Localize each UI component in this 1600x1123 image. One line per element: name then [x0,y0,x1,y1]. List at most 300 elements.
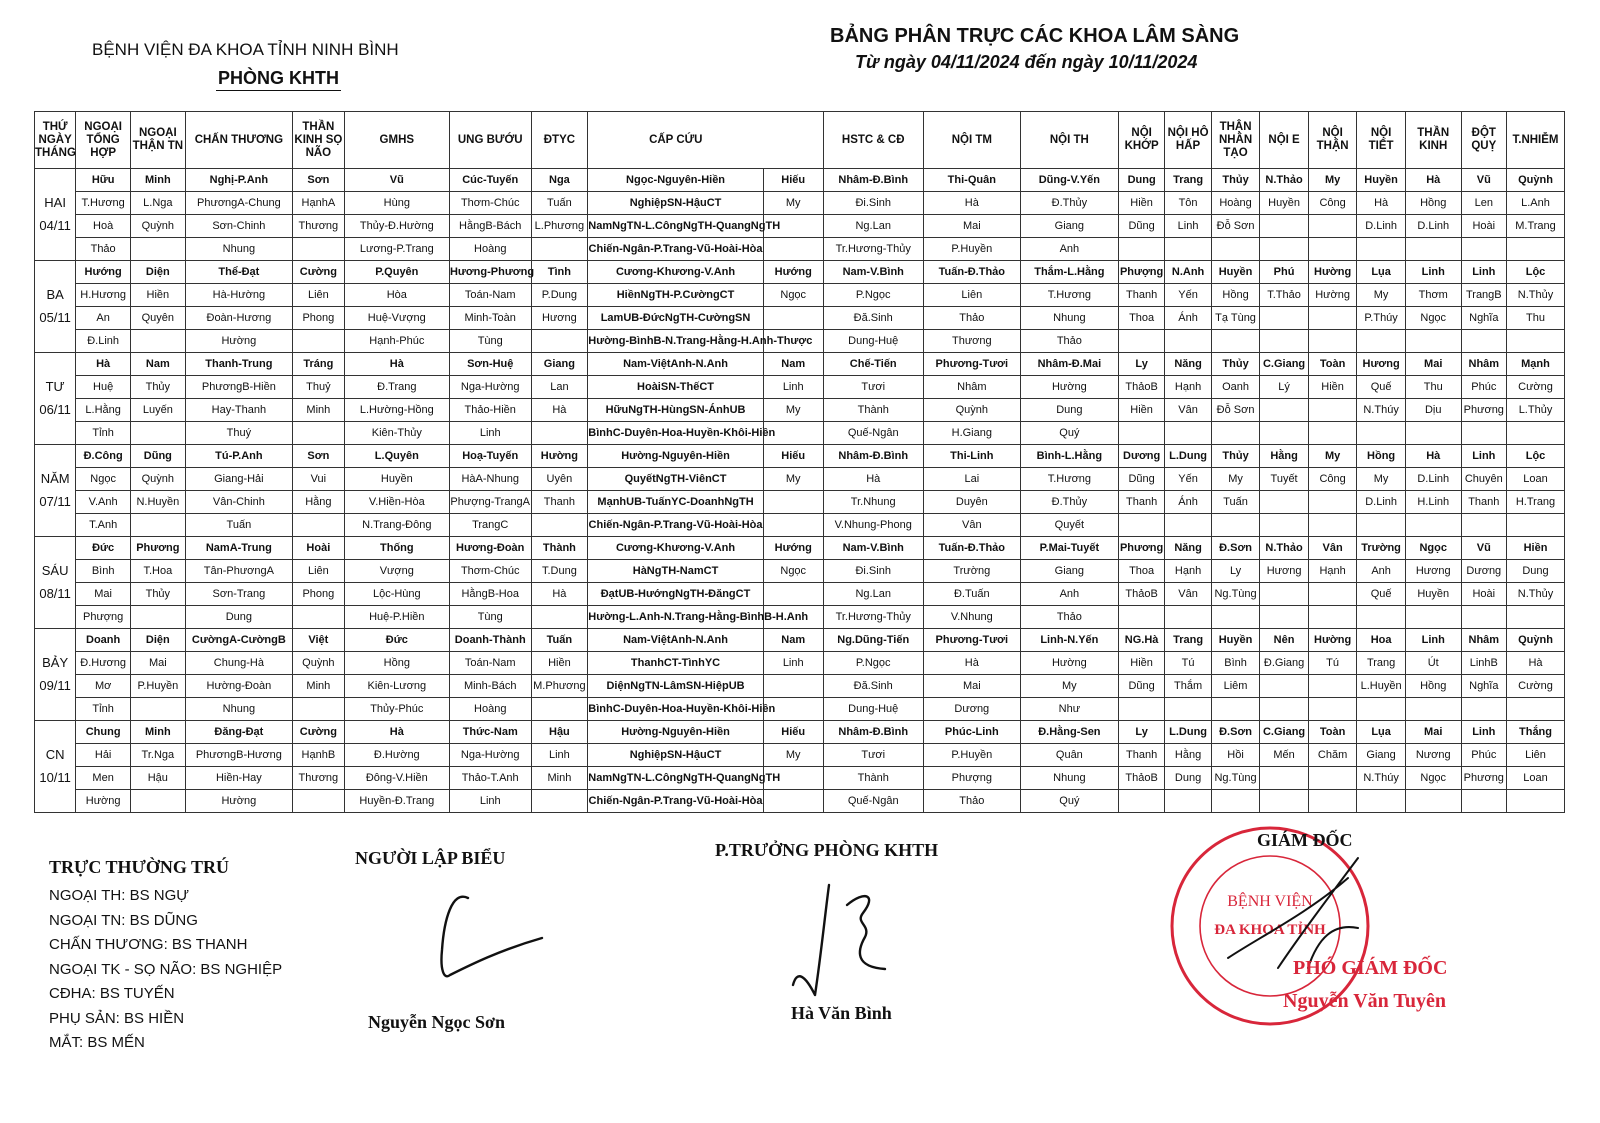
table-cell: HữuNgTH-HùngSN-ÁnhUB [588,399,764,422]
table-cell: Công [1308,468,1357,491]
table-cell: Tr.Nhung [823,491,923,514]
table-cell: Mến [1260,744,1309,767]
day-label: TƯ [35,376,76,399]
table-cell: Toàn [1308,353,1357,376]
resident-duty-list [49,884,282,1056]
table-cell: Hồng [344,652,449,675]
table-cell: Hương [1357,353,1406,376]
table-cell: Huyền [344,468,449,491]
table-cell [1507,790,1565,813]
table-cell: Phong [293,583,345,606]
day-date: 08/11 [35,583,76,606]
table-cell: Ngọc [1405,307,1461,330]
table-cell: Hà [823,468,923,491]
table-cell: Hạnh [1165,560,1211,583]
table-cell [1308,491,1357,514]
table-cell: Chế-Tiến [823,353,923,376]
table-cell: Mai [1405,353,1461,376]
table-cell: Hay-Thanh [185,399,292,422]
table-cell [1118,606,1164,629]
table-cell: Hương [531,307,588,330]
table-cell [293,422,345,445]
table-cell [1260,606,1309,629]
table-cell [1165,790,1211,813]
table-cell: LamUB-ĐứcNgTH-CườngSN [588,307,764,330]
table-cell: Nhung [185,698,292,721]
column-header: THẦN KINH SỌ NÃO [293,112,345,169]
table-cell: Dũng [1118,675,1164,698]
table-cell: Lụa [1357,261,1406,284]
table-cell: Lan [531,376,588,399]
table-cell: Hường [1308,261,1357,284]
table-cell: Lộc-Hùng [344,583,449,606]
table-cell: V.Nhung [923,606,1020,629]
table-cell [130,606,185,629]
table-cell: TrangC [449,514,531,537]
stamp-line-1: BỆNH VIỆN [1227,893,1313,910]
table-row [35,284,1565,307]
table-cell: Đức [76,537,131,560]
column-header: ĐTYC [531,112,588,169]
deputy-head-name: Hà Văn Bình [791,1003,892,1023]
table-cell: Đăng-Đạt [185,721,292,744]
table-cell: Công [1308,192,1357,215]
table-cell: Thơm-Chúc [449,560,531,583]
table-cell [1461,790,1506,813]
table-cell: Hường-L.Anh-N.Trang-Hằng-BìnhB-H.Anh [588,606,764,629]
table-cell: Hạnh [1308,560,1357,583]
table-cell: Nhâm [923,376,1020,399]
resident-duty-item: CĐHA: BS TUYẾN [49,985,175,1002]
table-cell [531,422,588,445]
table-cell: Quỳnh [1507,169,1565,192]
table-cell: H.Trang [1507,491,1565,514]
table-cell [293,790,345,813]
table-cell: Thảo [1020,330,1118,353]
table-cell: Cường [293,721,345,744]
table-cell: Phượng [923,767,1020,790]
table-cell: P.Ngọc [823,652,923,675]
table-cell: Đỗ Sơn [1211,215,1260,238]
table-cell: Nhâm-Đ.Mai [1020,353,1118,376]
table-cell: Nam-ViệtAnh-N.Anh [588,353,764,376]
table-cell: NamNgTN-L.CôngNgTH-QuangNgTH [588,767,764,790]
day-label: BA [35,284,76,307]
day-cell [35,721,76,744]
table-cell: Quỳnh [1507,629,1565,652]
table-row [35,307,1565,330]
table-cell: Đ.Sơn [1211,537,1260,560]
resident-duty-item: NGOẠI TN: BS DŨNG [49,911,198,929]
table-cell: Nhâm-Đ.Bình [823,721,923,744]
table-cell: NamNgTN-L.CôngNgTH-QuangNgTH [588,215,764,238]
day-date: 06/11 [35,399,76,422]
table-cell: Diện [130,629,185,652]
table-cell: Loan [1507,468,1565,491]
table-cell: My [1308,169,1357,192]
table-cell: Minh [293,675,345,698]
day-date: 10/11 [35,767,76,790]
day-date: 05/11 [35,307,76,330]
table-cell: Luyến [130,399,185,422]
table-cell: Thoa [1118,307,1164,330]
table-cell: Hiền [1118,192,1164,215]
table-cell: Ly [1118,721,1164,744]
table-cell [763,307,823,330]
table-cell: Linh-N.Yến [1020,629,1118,652]
table-cell: Bình [1211,652,1260,675]
column-header: NỘI KHỚP [1118,112,1164,169]
table-cell: Thanh [1118,284,1164,307]
deputy-head-signature [785,875,895,1005]
table-cell: L.Hường-Hồng [344,399,449,422]
table-cell: Nương [1405,744,1461,767]
table-cell: My [1357,468,1406,491]
table-cell [1405,790,1461,813]
day-cell [35,238,76,261]
table-cell: Giang [1020,215,1118,238]
table-cell: Cương-Khương-V.Anh [588,537,764,560]
table-cell: Giang [1020,560,1118,583]
table-row [35,445,1565,468]
table-row [35,399,1565,422]
table-cell: Tùng [449,330,531,353]
table-cell: Phương [1461,399,1506,422]
table-cell: Tạ Tùng [1211,307,1260,330]
day-cell [35,330,76,353]
table-cell [531,790,588,813]
vice-director-title: PHÓ GIÁM ĐỐC [1293,957,1448,979]
table-cell: HằngB-Bách [449,215,531,238]
table-cell: Hoài [1461,583,1506,606]
table-cell [1308,583,1357,606]
table-cell [130,330,185,353]
table-cell: Ngọc-Nguyên-Hiền [588,169,764,192]
table-cell: Hà [1405,445,1461,468]
table-cell: HạnhA [293,192,345,215]
table-cell: TrangB [1461,284,1506,307]
table-row [35,192,1565,215]
table-cell: Hiếu [763,721,823,744]
table-cell: Ly [1211,560,1260,583]
table-cell [1260,307,1309,330]
table-cell: Hiền [1308,376,1357,399]
table-cell: Tr.Nga [130,744,185,767]
table-cell: Huệ [76,376,131,399]
table-cell: Hường-Đoàn [185,675,292,698]
table-cell: Hồng [1211,284,1260,307]
table-row [35,376,1565,399]
table-cell: Phương [130,537,185,560]
table-cell: PhươngB-Hương [185,744,292,767]
table-row [35,330,1565,353]
table-cell [1165,238,1211,261]
resident-duty-item: NGOẠI TK - SỌ NÃO: BS NGHIỆP [49,960,283,978]
column-header: HSTC & CĐ [823,112,923,169]
table-cell: Trang [1165,629,1211,652]
table-row [35,560,1565,583]
table-cell: Liên [1507,744,1565,767]
table-cell [1211,606,1260,629]
table-cell [763,790,823,813]
table-cell: Lý [1260,376,1309,399]
table-cell: Cúc-Tuyến [449,169,531,192]
table-cell: Thu [1507,307,1565,330]
table-cell [1405,514,1461,537]
table-cell: Tuấn-Đ.Thảo [923,261,1020,284]
table-cell: C.Giang [1260,353,1309,376]
table-cell: L.Anh [1507,192,1565,215]
table-cell: Út [1405,652,1461,675]
table-cell: Sơn [293,445,345,468]
table-cell: Đ.Hường [344,744,449,767]
table-cell: Oanh [1211,376,1260,399]
table-cell: Phương [1118,537,1164,560]
table-cell: Thủy-Đ.Hường [344,215,449,238]
table-cell [531,606,588,629]
table-cell: Quý [1020,790,1118,813]
table-cell: Len [1461,192,1506,215]
day-cell [35,698,76,721]
table-cell [1211,422,1260,445]
table-cell: HàA-Nhung [449,468,531,491]
resident-duty-title: TRỰC THƯỜNG TRÚ [49,857,230,877]
table-cell: Linh [449,422,531,445]
table-cell [1308,330,1357,353]
table-cell: Vân [1308,537,1357,560]
table-cell: Yến [1165,468,1211,491]
table-cell [1118,330,1164,353]
table-cell: Tuấn-Đ.Thảo [923,537,1020,560]
table-cell [1118,422,1164,445]
table-cell: Quỳnh [130,215,185,238]
table-cell: Hằng [1260,445,1309,468]
table-cell: N.Thủy [1507,284,1565,307]
table-cell: Minh [130,721,185,744]
day-date: 09/11 [35,675,76,698]
table-cell: Hiền [1118,652,1164,675]
table-cell: Trang [1165,169,1211,192]
table-cell [130,238,185,261]
table-cell: Chiến-Ngân-P.Trang-Vũ-Hoài-Hòa [588,238,764,261]
table-cell: Linh [449,790,531,813]
table-cell: NghiệpSN-HậuCT [588,744,764,767]
table-row [35,537,1565,560]
table-cell: Quế [1357,376,1406,399]
table-cell: Hà [531,583,588,606]
preparer-name: Nguyễn Ngọc Sơn [368,1012,505,1032]
table-cell: Lương-P.Trang [344,238,449,261]
table-cell [293,238,345,261]
table-cell: Thành [531,537,588,560]
table-cell: L.Hằng [76,399,131,422]
table-cell: Hường [76,790,131,813]
table-cell [1308,514,1357,537]
table-cell [1308,215,1357,238]
table-cell: Nhâm [1461,353,1506,376]
resident-duty-item: CHẤN THƯƠNG: BS THANH [49,936,248,953]
table-cell: Thảo [76,238,131,261]
table-cell: Thanh [1461,491,1506,514]
department-name: PHÒNG KHTH [216,68,341,91]
table-cell [1461,422,1506,445]
table-cell: Hồng [1405,675,1461,698]
table-cell: Dương [923,698,1020,721]
table-cell [1211,514,1260,537]
table-cell: T.Hương [1020,284,1118,307]
column-header: T.NHIỄM [1507,112,1565,169]
table-cell: Linh [1461,261,1506,284]
table-cell: Toán-Nam [449,652,531,675]
table-cell: Đông-V.Hiền [344,767,449,790]
table-cell: My [763,468,823,491]
table-cell: Tươi [823,376,923,399]
table-cell: Cường [1507,675,1565,698]
table-row [35,790,1565,813]
table-cell: Nghĩa [1461,307,1506,330]
day-date: 04/11 [35,215,76,238]
table-cell: NG.Hà [1118,629,1164,652]
table-cell: Thủy-Phúc [344,698,449,721]
table-cell: Thi-Quân [923,169,1020,192]
table-cell [1357,514,1406,537]
table-cell: Nga-Hường [449,376,531,399]
preparer-title: NGƯỜI LẬP BIỂU [355,848,506,868]
table-cell: P.Huyền [923,238,1020,261]
table-cell: Thương [293,767,345,790]
table-cell [293,514,345,537]
table-cell: Toàn [1308,721,1357,744]
column-header: CHẤN THƯƠNG [185,112,292,169]
table-cell: P.Ngọc [823,284,923,307]
table-cell: Thành [823,767,923,790]
table-cell: ThanhCT-TìnhYC [588,652,764,675]
preparer-signature [430,880,550,985]
table-cell: Thanh-Trung [185,353,292,376]
table-cell: D.Linh [1405,468,1461,491]
table-cell [1308,399,1357,422]
resident-duty-item: PHỤ SẢN: BS HIỀN [49,1009,185,1027]
table-cell: HoàiSN-ThếCT [588,376,764,399]
table-cell: Thuý [185,422,292,445]
table-cell: Tỉnh [76,698,131,721]
table-cell: Giang-Hải [185,468,292,491]
table-cell: Hường [185,790,292,813]
table-cell: Thủy [1211,353,1260,376]
table-cell: Tú [1165,652,1211,675]
table-cell: Hiền [531,652,588,675]
day-label: NĂM [35,468,76,491]
table-cell: Thắng [1507,721,1565,744]
table-cell: HằngB-Hoa [449,583,531,606]
table-cell: Minh-Bách [449,675,531,698]
column-header: ĐỘT QUỴ [1461,112,1506,169]
table-cell: Nhung [185,238,292,261]
table-row [35,698,1565,721]
table-cell: Nam-V.Bình [823,261,923,284]
table-cell: Hoàng [449,238,531,261]
table-cell: Toán-Nam [449,284,531,307]
table-cell: Vũ [344,169,449,192]
table-cell: Ngọc [763,284,823,307]
table-cell [1405,422,1461,445]
table-cell: Thu [1405,376,1461,399]
table-cell [130,790,185,813]
table-cell: Tú-P.Anh [185,445,292,468]
stamp-line-2: ĐA KHOA TỈNH [1214,922,1326,938]
table-cell: Kiên-Lương [344,675,449,698]
table-cell: Dung [185,606,292,629]
table-cell: Ánh [1165,307,1211,330]
table-cell [1260,238,1309,261]
table-cell: Hà [531,399,588,422]
table-cell: ĐạtUB-HướngNgTH-ĐăngCT [588,583,764,606]
table-cell: Phúc-Linh [923,721,1020,744]
table-cell: ThảoB [1118,376,1164,399]
table-cell: BìnhC-Duyên-Hoa-Huyền-Khôi-Hiền [588,698,764,721]
table-cell: Quế-Ngân [823,422,923,445]
table-cell: NghiệpSN-HậuCT [588,192,764,215]
table-cell: Tỉnh [76,422,131,445]
table-cell: Bình [76,560,131,583]
table-cell [1118,514,1164,537]
table-cell [1260,767,1309,790]
table-cell [763,583,823,606]
table-cell: Dung-Huệ [823,698,923,721]
table-cell: Tuấn [531,192,588,215]
table-cell: Thương [293,215,345,238]
table-cell: Bình-L.Hằng [1020,445,1118,468]
table-cell: Dịu [1405,399,1461,422]
table-cell: Thắm [1165,675,1211,698]
table-cell: Dung [1118,169,1164,192]
table-cell: Hoa [1357,629,1406,652]
table-header-row [35,112,1565,169]
table-cell [1405,330,1461,353]
document-title: BẢNG PHÂN TRỰC CÁC KHOA LÂM SÀNG [830,25,1240,47]
table-cell: Năng [1165,537,1211,560]
table-cell: Sơn-Chinh [185,215,292,238]
table-cell: Hiếu [763,445,823,468]
column-header: NỘI TM [923,112,1020,169]
table-cell: Đoàn-Hương [185,307,292,330]
table-cell: Sơn [293,169,345,192]
table-cell: Đỗ Sơn [1211,399,1260,422]
table-cell: P.Mai-Tuyết [1020,537,1118,560]
day-label: CN [35,744,76,767]
table-cell: Tráng [293,353,345,376]
table-cell [1260,675,1309,698]
table-cell: Đ.Hằng-Sen [1020,721,1118,744]
table-cell: Thảo-Hiền [449,399,531,422]
table-cell: Đă.Sinh [823,307,923,330]
table-cell: Men [76,767,131,790]
table-cell: Nghị-P.Anh [185,169,292,192]
table-cell [130,514,185,537]
table-cell: Giang [531,353,588,376]
table-cell: Phượng [1118,261,1164,284]
table-cell: Đ.Sơn [1211,721,1260,744]
table-cell: Hường-Nguyên-Hiền [588,445,764,468]
table-cell: Quế-Ngân [823,790,923,813]
table-cell: Quỳnh [293,652,345,675]
table-cell [1260,330,1309,353]
table-cell: Hương-Phương [449,261,531,284]
table-cell: Doanh [76,629,131,652]
table-cell [1260,491,1309,514]
table-cell: Hà [76,353,131,376]
table-cell [1507,514,1565,537]
